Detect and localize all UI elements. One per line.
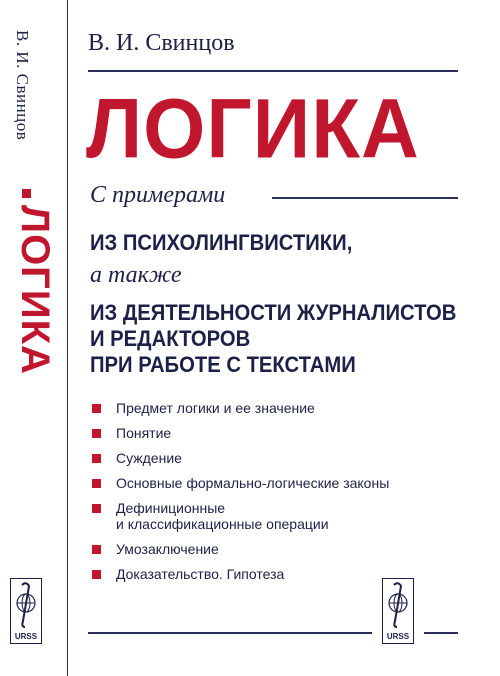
book-spine	[0, 0, 68, 676]
bullet-square-icon	[92, 454, 101, 463]
front-logo-text: URSS	[386, 632, 410, 641]
front-title: ЛОГИКА	[86, 82, 420, 176]
subtitle-line-6: ПРИ РАБОТЕ С ТЕКСТАМИ	[90, 352, 356, 377]
bottom-divider-left	[88, 632, 372, 634]
spine-author: В. И. Свинцов	[13, 30, 32, 141]
contents-item	[92, 541, 472, 557]
contents-item-label: Доказательство. Гипотеза	[116, 566, 285, 582]
spine-publisher-logo	[10, 578, 42, 644]
bullet-square-icon	[92, 545, 101, 554]
subtitle-line-1: С примерами	[90, 182, 226, 208]
subtitle-line-4: ИЗ ДЕЯТЕЛЬНОСТИ ЖУРНАЛИСТОВ	[90, 300, 457, 325]
spine-logo-text: URSS	[14, 632, 38, 641]
contents-item-label: Понятие	[116, 425, 172, 441]
bullet-square-icon	[92, 404, 101, 413]
subtitle-line-2: ИЗ ПСИХОЛИНГВИСТИКИ,	[90, 230, 353, 255]
contents-item	[92, 500, 472, 532]
globe-icon	[383, 579, 413, 631]
subtitle-divider	[272, 197, 458, 199]
bullet-square-icon	[92, 504, 101, 513]
contents-item-label: Предмет логики и ее значение	[116, 400, 315, 416]
contents-item	[92, 450, 472, 466]
globe-icon	[11, 579, 41, 631]
top-divider	[88, 70, 458, 72]
contents-item-label: Дефиниционные и классификационные операции	[116, 500, 329, 532]
bullet-square-icon	[92, 429, 101, 438]
bottom-divider-right	[424, 632, 458, 634]
subtitle-line-5: И РЕДАКТОРОВ	[90, 326, 251, 351]
subtitle-line-3: а также	[90, 262, 182, 288]
contents-item-label: Основные формально-логические законы	[116, 475, 390, 491]
front-publisher-logo	[382, 578, 414, 644]
bullet-square-icon	[92, 570, 101, 579]
spine-square-icon	[22, 189, 31, 198]
contents-item	[92, 566, 472, 582]
contents-item-label: Суждение	[116, 450, 182, 466]
contents-item	[92, 400, 472, 416]
contents-item	[92, 475, 472, 491]
contents-item	[92, 425, 472, 441]
contents-item-label: Умозаключение	[116, 541, 219, 557]
contents-list	[92, 400, 472, 591]
spine-title: ЛОГИКА	[13, 205, 57, 375]
front-author: В. И. Свинцов	[88, 30, 235, 56]
bullet-square-icon	[92, 479, 101, 488]
